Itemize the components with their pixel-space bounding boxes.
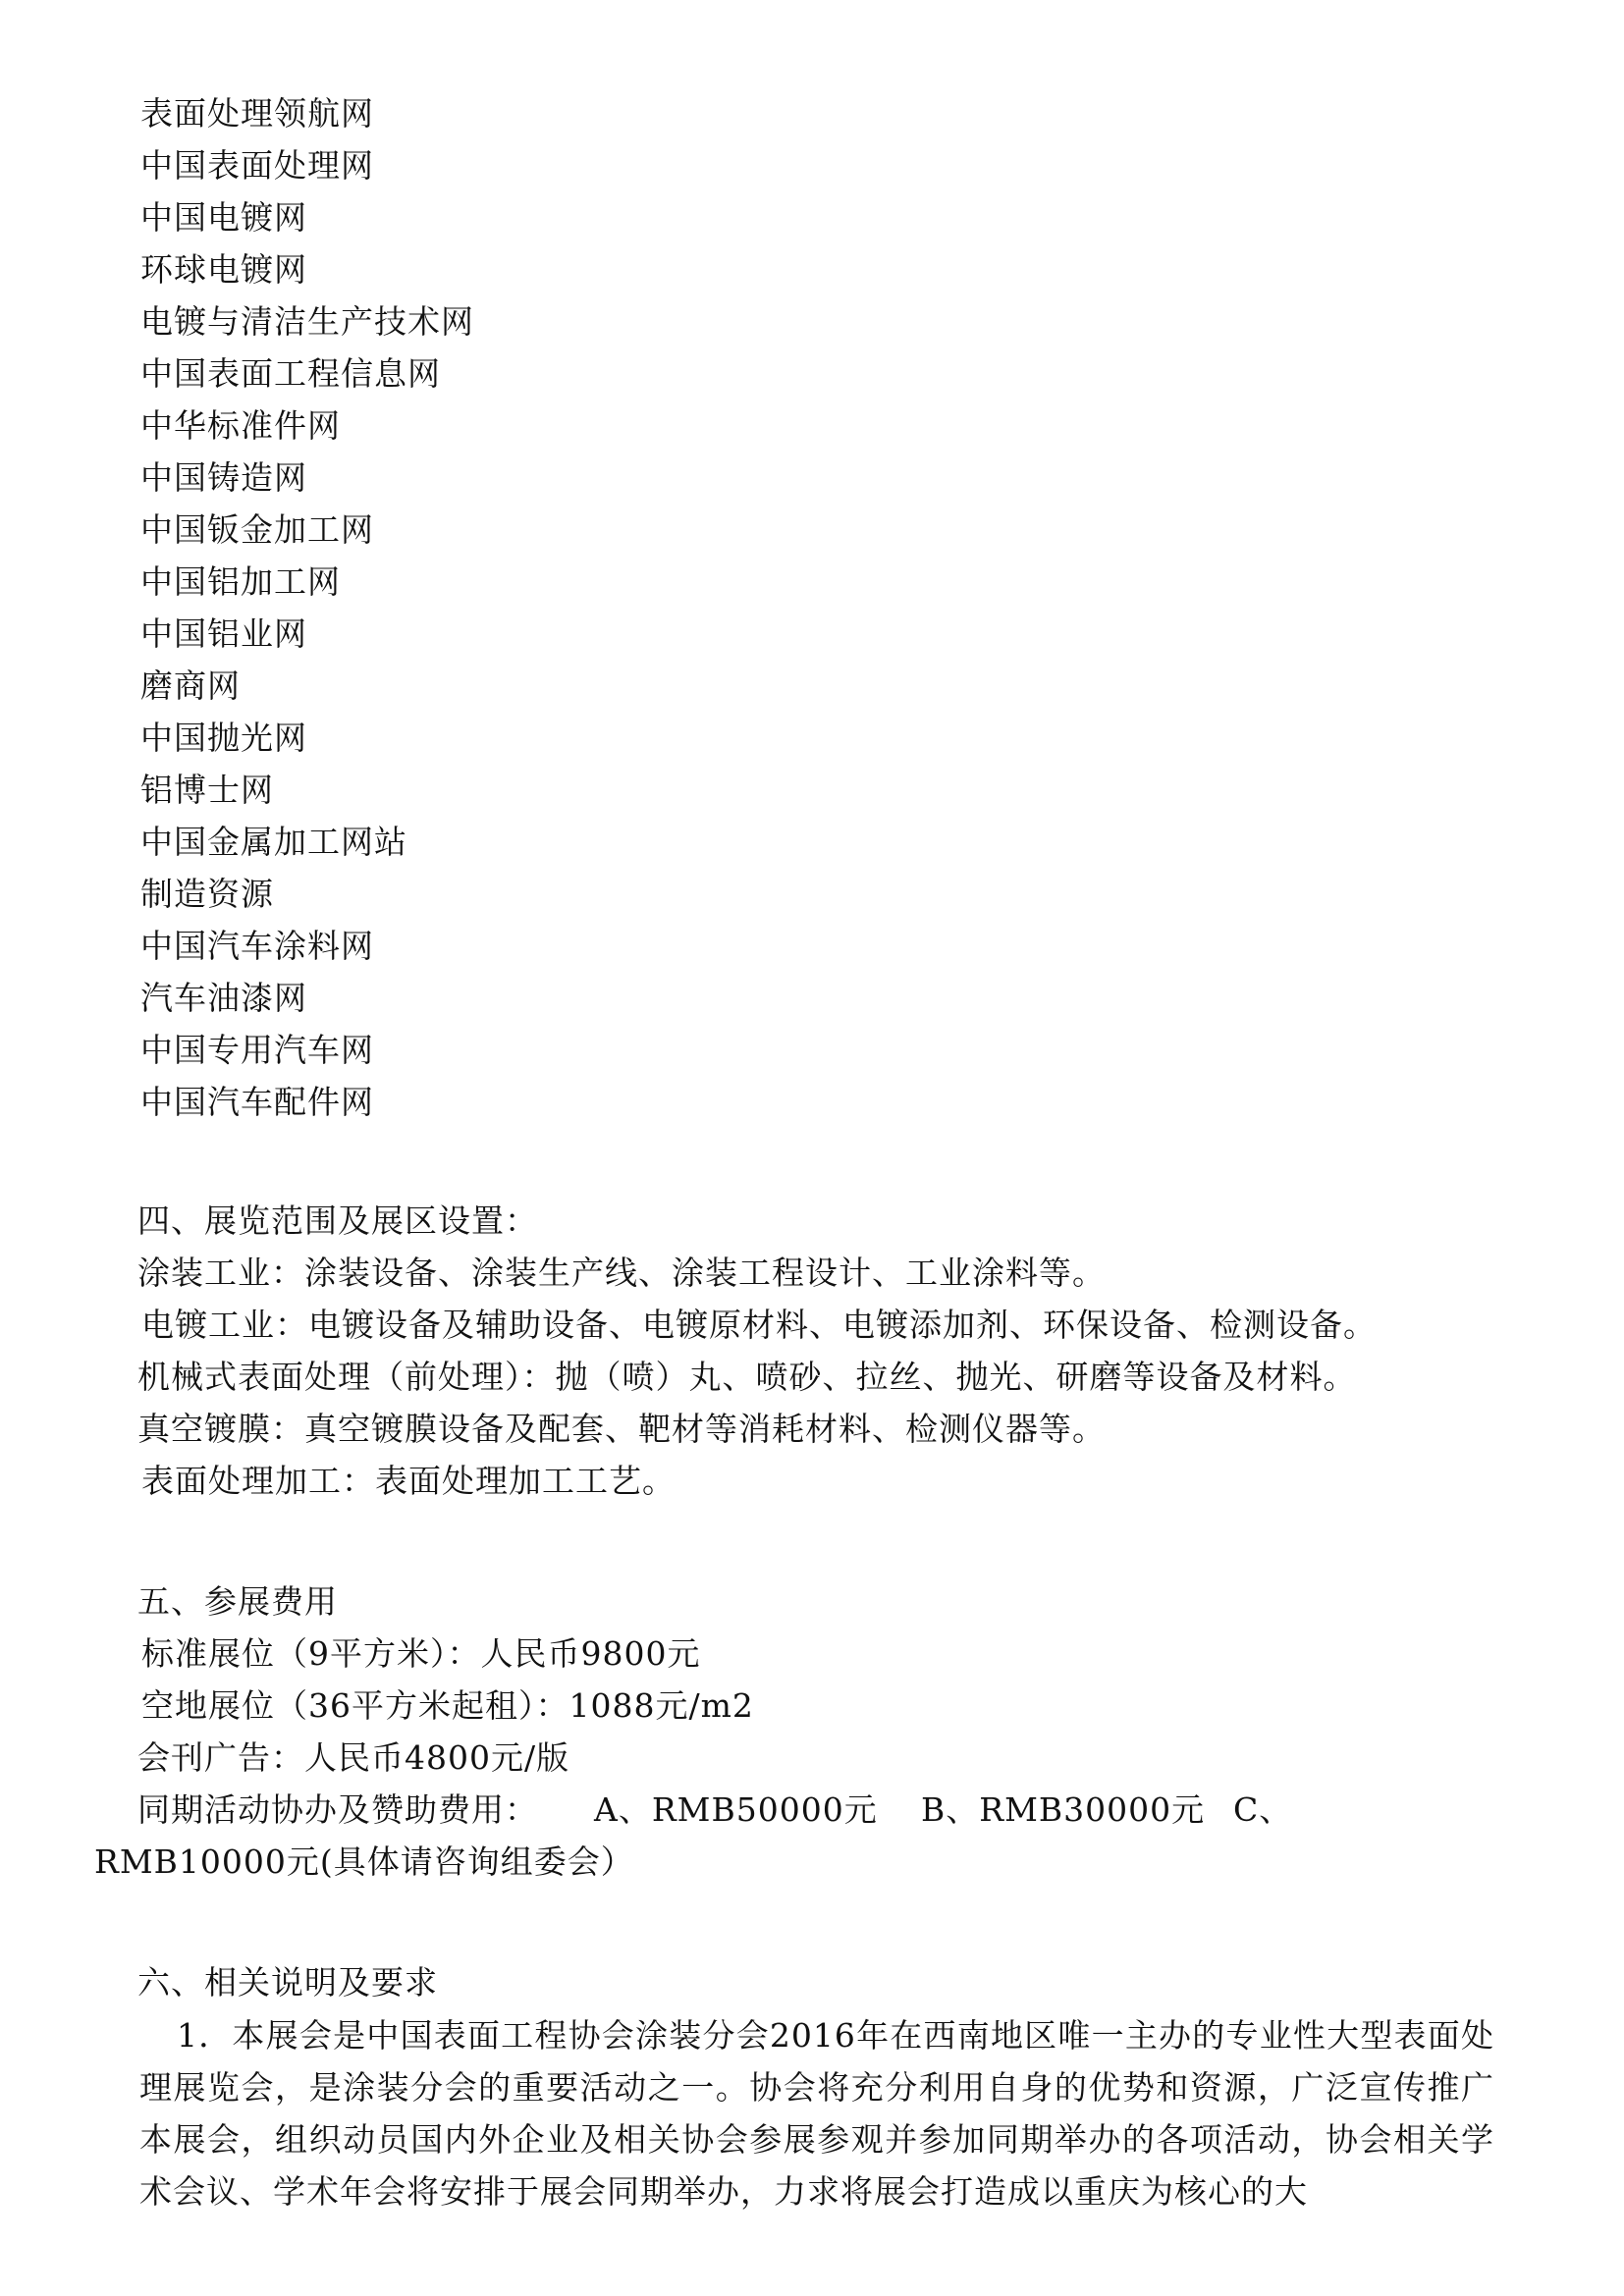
list-item: 环球电镀网 bbox=[140, 250, 307, 289]
list-item: 中国铝加工网 bbox=[140, 562, 341, 601]
list-item: 中国电镀网 bbox=[140, 198, 307, 237]
fee-sponsor-prefix: 同期活动协办及赞助费用： bbox=[137, 1790, 538, 1829]
fee-sponsor-c-cont: RMB10000元(具体请咨询组委会） bbox=[94, 1842, 634, 1881]
fee-raw-space: 空地展位（36平方米起租）：1088元/m2 bbox=[141, 1686, 754, 1725]
list-item: 中国抛光网 bbox=[140, 719, 307, 757]
section-heading: 五、参展费用 bbox=[137, 1582, 338, 1621]
scope-item: 真空镀膜：真空镀膜设备及配套、靶材等消耗材料、检测仪器等。 bbox=[137, 1410, 1106, 1448]
list-item: 中国钣金加工网 bbox=[140, 510, 374, 549]
fee-sponsor-b: B、RMB30000元 bbox=[921, 1790, 1206, 1829]
list-item: 中国表面处理网 bbox=[140, 146, 374, 185]
list-item: 中国汽车配件网 bbox=[140, 1083, 374, 1121]
section-heading: 四、展览范围及展区设置： bbox=[137, 1201, 538, 1240]
scope-item: 表面处理加工：表面处理加工工艺。 bbox=[141, 1462, 676, 1500]
fee-standard-booth: 标准展位（9平方米）：人民币9800元 bbox=[141, 1634, 701, 1673]
scope-item: 机械式表面处理（前处理）：抛（喷）丸、喷砂、拉丝、抛光、研磨等设备及材料。 bbox=[137, 1358, 1357, 1396]
list-item: 中国专用汽车网 bbox=[140, 1031, 374, 1069]
notes-paragraph: 1．本展会是中国表面工程协会涂装分会2016年在西南地区唯一主办的专业性大型表面处理展览会，是涂装分会的重要活动之一。协会将充分利用自身的优势和资源，广泛宣传推广本展会，组织动员国内外企业及相关协会参展参观并参加同期举办的各项活动，协会相关学术会议、学术年会将安排于展会同期举办，力求将展会打造成以重庆为核心的大 bbox=[139, 2016, 1494, 2211]
list-item: 磨商网 bbox=[140, 667, 241, 705]
list-item: 表面处理领航网 bbox=[140, 94, 374, 133]
list-item: 中华标准件网 bbox=[140, 406, 341, 445]
list-item: 铝博士网 bbox=[140, 771, 274, 809]
list-item: 汽车油漆网 bbox=[140, 979, 307, 1017]
section-heading: 六、相关说明及要求 bbox=[137, 1963, 438, 2002]
list-item: 电镀与清洁生产技术网 bbox=[140, 302, 474, 341]
fee-advert: 会刊广告：人民币4800元/版 bbox=[137, 1738, 570, 1777]
list-item: 中国金属加工网站 bbox=[140, 823, 407, 861]
scope-item: 涂装工业：涂装设备、涂装生产线、涂装工程设计、工业涂料等。 bbox=[137, 1254, 1106, 1292]
list-item: 中国表面工程信息网 bbox=[140, 354, 441, 393]
list-item: 中国铝业网 bbox=[140, 614, 307, 653]
list-item: 中国汽车涂料网 bbox=[140, 927, 374, 965]
fee-sponsor-a: A、RMB50000元 bbox=[594, 1790, 878, 1829]
list-item: 制造资源 bbox=[140, 875, 274, 913]
fee-sponsor-c: C、 bbox=[1233, 1790, 1293, 1829]
list-item: 中国铸造网 bbox=[140, 458, 307, 497]
scope-item: 电镀工业：电镀设备及辅助设备、电镀原材料、电镀添加剂、环保设备、检测设备。 bbox=[141, 1306, 1377, 1344]
